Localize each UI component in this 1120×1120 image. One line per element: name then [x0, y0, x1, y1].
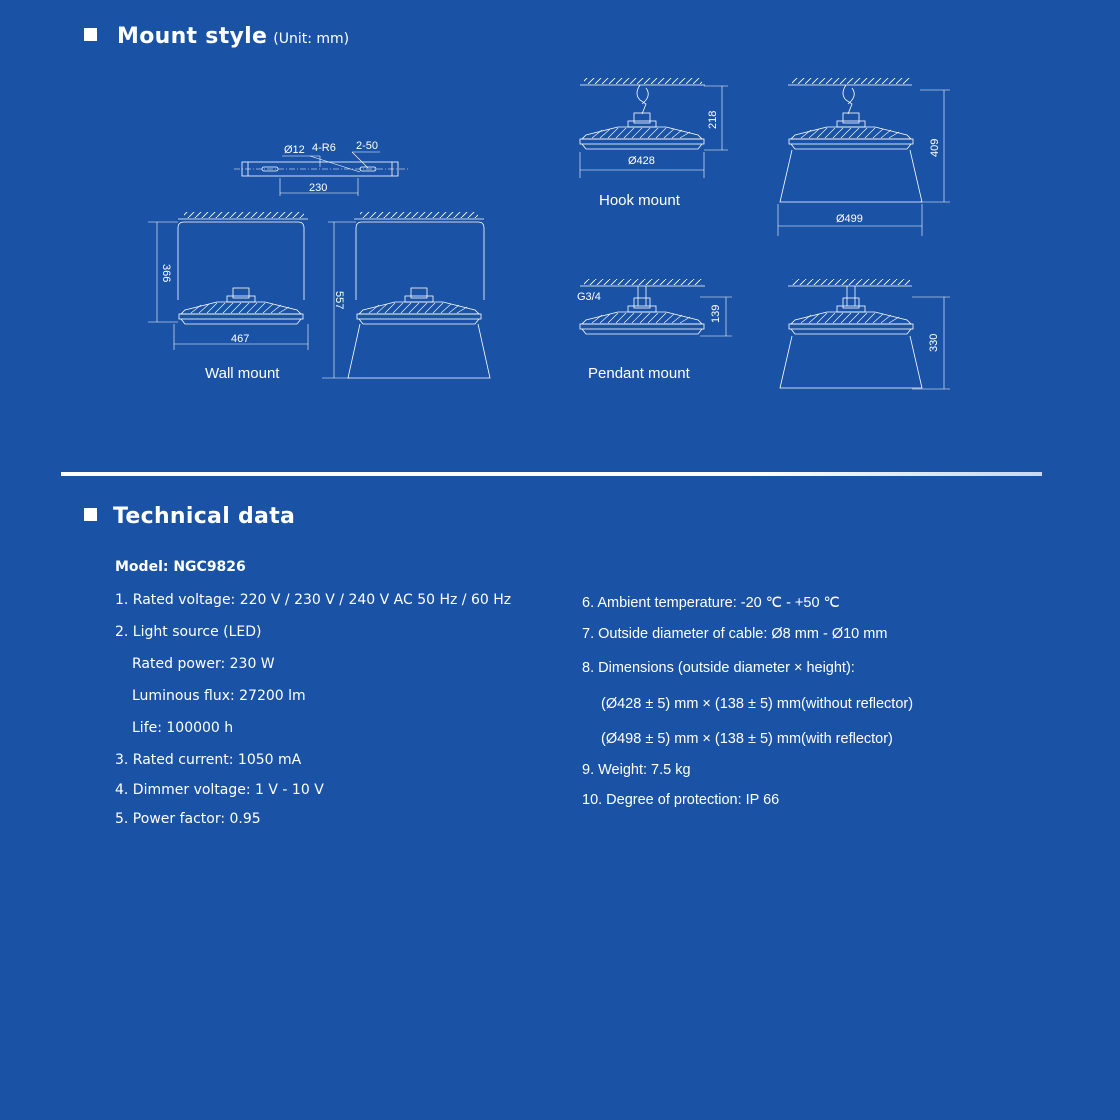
dim-two-50: 2-50: [356, 140, 379, 152]
spec-weight: 9. Weight: 7.5 kg: [582, 762, 691, 778]
wall-mount-caption: Wall mount: [205, 365, 280, 382]
pendant-mount-caption: Pendant mount: [588, 365, 690, 382]
spec-life: Life: 100000 h: [132, 720, 234, 736]
spec-luminous-flux: Luminous flux: 27200 lm: [132, 688, 306, 704]
dim-hole-diameter: Ø12: [284, 144, 305, 156]
dim-330: 330: [928, 333, 940, 352]
dim-g34: G3/4: [577, 291, 601, 303]
pendant-mount-reflector-drawing: [780, 279, 950, 389]
dim-366: 366: [160, 264, 172, 283]
spec-light-source: 2. Light source (LED): [115, 624, 262, 640]
spec-rated-voltage: 1. Rated voltage: 220 V / 230 V / 240 V AC 50 Hz / 60 Hz: [115, 592, 512, 608]
spec-rated-power: Rated power: 230 W: [132, 656, 275, 672]
spec-power-factor: 5. Power factor: 0.95: [115, 811, 261, 827]
hook-mount-caption: Hook mount: [599, 192, 680, 209]
dim-139: 139: [710, 304, 722, 323]
spec-rated-current: 3. Rated current: 1050 mA: [115, 752, 302, 768]
spec-dimmer-voltage: 4. Dimmer voltage: 1 V - 10 V: [115, 782, 324, 798]
technical-data-heading: [84, 504, 295, 529]
section-divider: [61, 472, 1042, 476]
square-bullet-icon: [84, 508, 97, 521]
mount-drawings: [0, 0, 1120, 470]
dim-467: 467: [231, 333, 250, 345]
spec-dimensions: 8. Dimensions (outside diameter × height):: [582, 660, 855, 676]
mount-style-title: Mount style: [117, 24, 268, 49]
spec-dimensions-with-reflector: (Ø498 ± 5) mm × (138 ± 5) mm(with reflector): [601, 731, 893, 747]
spec-degree-of-protection: 10. Degree of protection: IP 66: [582, 792, 780, 808]
unit-label: (Unit: mm): [273, 31, 350, 47]
dim-409: 409: [929, 138, 941, 157]
model-label: Model: NGC9826: [115, 559, 246, 575]
hook-mount-reflector-drawing: [778, 78, 950, 236]
dim-499: Ø499: [836, 213, 863, 225]
spec-dimensions-without-reflector: (Ø428 ± 5) mm × (138 ± 5) mm(without reflector): [601, 696, 914, 712]
dim-557: 557: [333, 291, 345, 310]
spec-ambient-temperature: 6. Ambient temperature: -20 ℃ - +50 ℃: [582, 595, 840, 611]
dim-four-r6: 4-R6: [312, 142, 336, 154]
spec-cable-diameter: 7. Outside diameter of cable: Ø8 mm - Ø10 mm: [582, 626, 888, 642]
dim-230: 230: [309, 182, 328, 194]
technical-data-title: Technical data: [113, 504, 296, 529]
dim-218: 218: [707, 110, 719, 129]
wall-mount-reflector-drawing: [322, 212, 490, 378]
dim-428: Ø428: [628, 155, 655, 167]
